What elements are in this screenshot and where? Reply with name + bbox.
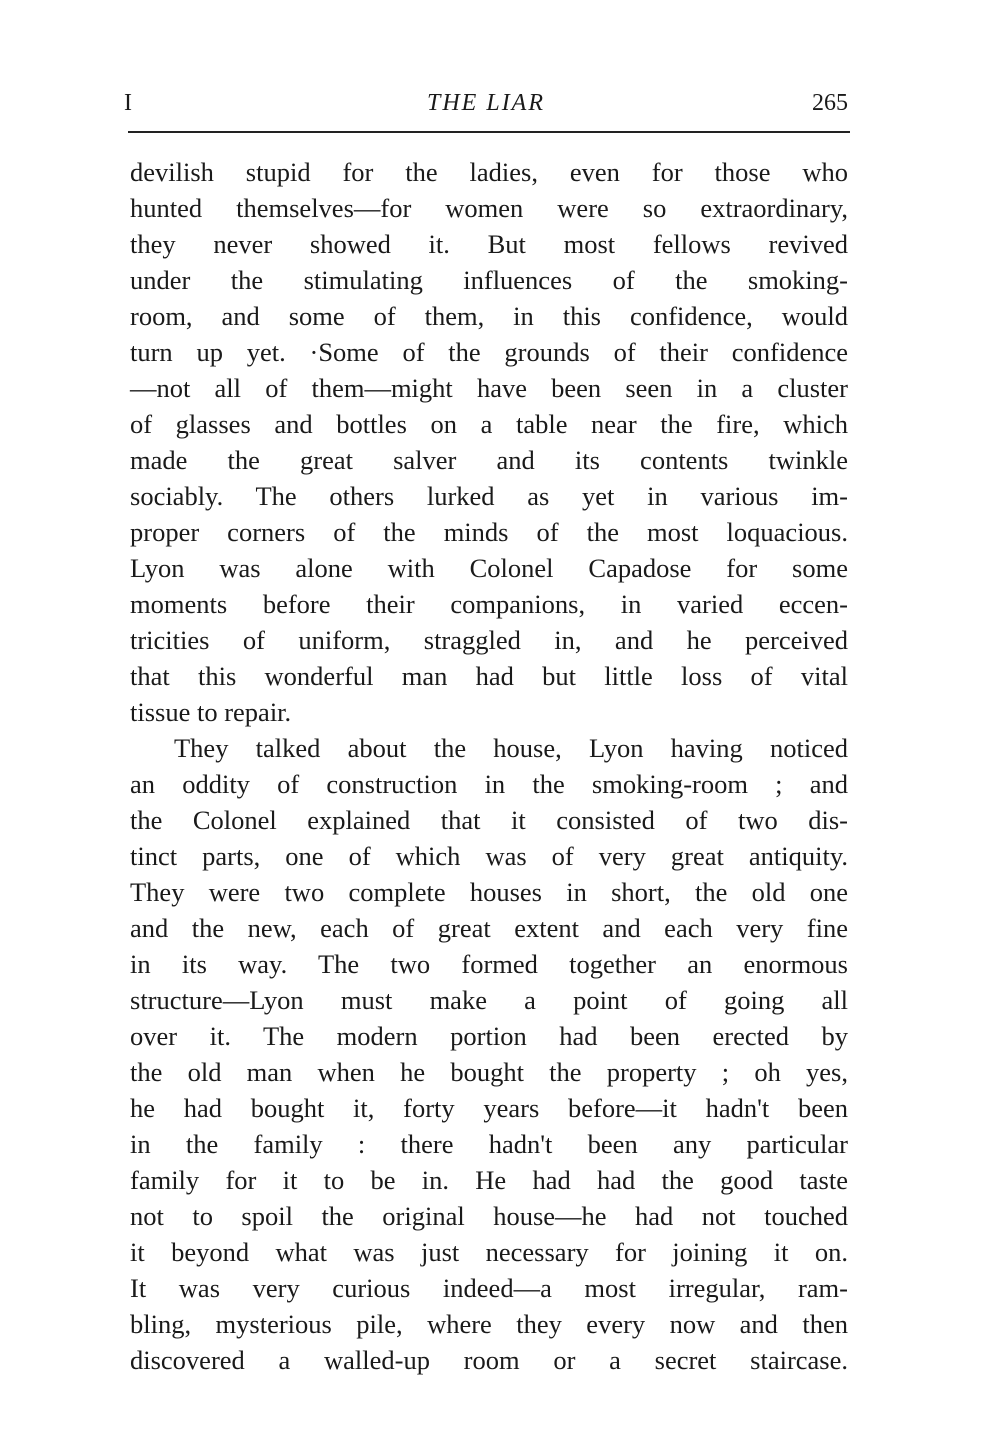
text-line: not to spoil the original house—he had not touched [130,1201,848,1231]
text-line: They talked about the house, Lyon having noticed [174,733,848,763]
text-line: They were two complete houses in short, the old one [130,877,848,907]
paragraph-1 [130,154,848,730]
text-line: he had bought it, forty years before—it hadn't been [130,1093,848,1123]
text-line: in the family : there hadn't been any particular [130,1129,848,1159]
signature-mark: I [124,90,132,116]
text-line: tinct parts, one of which was of very great antiquity. [130,841,848,871]
text-line: over it. The modern portion had been erected by [130,1021,848,1051]
page-header [124,86,848,122]
page-number: 265 [812,90,848,116]
text-line: Lyon was alone with Colonel Capadose for some [130,553,848,583]
text-line: an oddity of construction in the smoking-room ; and [130,769,848,799]
running-title: THE LIAR [427,90,545,116]
text-line: devilish stupid for the ladies, even for those who [130,157,848,187]
text-line: the Colonel explained that it consisted of two dis- [130,805,848,835]
text-line: made the great salver and its contents twinkle [130,445,848,475]
text-line: and the new, each of great extent and each very fine [130,913,848,943]
text-line: in its way. The two formed together an enormous [130,949,848,979]
text-line: proper corners of the minds of the most loquacious. [130,517,848,547]
text-line: tissue to repair. [130,697,292,727]
text-line: room, and some of them, in this confidence, would [130,301,848,331]
text-line: of glasses and bottles on a table near the fire, which [130,409,848,439]
paragraph-2 [130,730,848,1378]
text-line: —not all of them—might have been seen in a cluster [130,373,848,403]
header-rule [128,131,850,133]
text-line: sociably. The others lurked as yet in various im- [130,481,848,511]
text-line: tricities of uniform, straggled in, and he perceived [130,625,848,655]
text-line: it beyond what was just necessary for joining it on. [130,1237,848,1267]
text-line: that this wonderful man had but little loss of vital [130,661,848,691]
text-line: under the stimulating influences of the smoking- [130,265,848,295]
text-line: discovered a walled-up room or a secret staircase. [130,1345,848,1375]
body-text [130,154,848,1378]
text-line: they never showed it. But most fellows revived [130,229,848,259]
text-line: It was very curious indeed—a most irregular, ram- [130,1273,848,1303]
text-line: bling, mysterious pile, where they every now and then [130,1309,848,1339]
text-line: the old man when he bought the property ; oh yes, [130,1057,848,1087]
text-line: moments before their companions, in varied eccen- [130,589,848,619]
text-line: hunted themselves—for women were so extraordinary, [130,193,848,223]
text-line: structure—Lyon must make a point of going all [130,985,848,1015]
text-line: family for it to be in. He had had the good taste [130,1165,848,1195]
text-line: turn up yet. ·Some of the grounds of their confidence [130,337,848,367]
